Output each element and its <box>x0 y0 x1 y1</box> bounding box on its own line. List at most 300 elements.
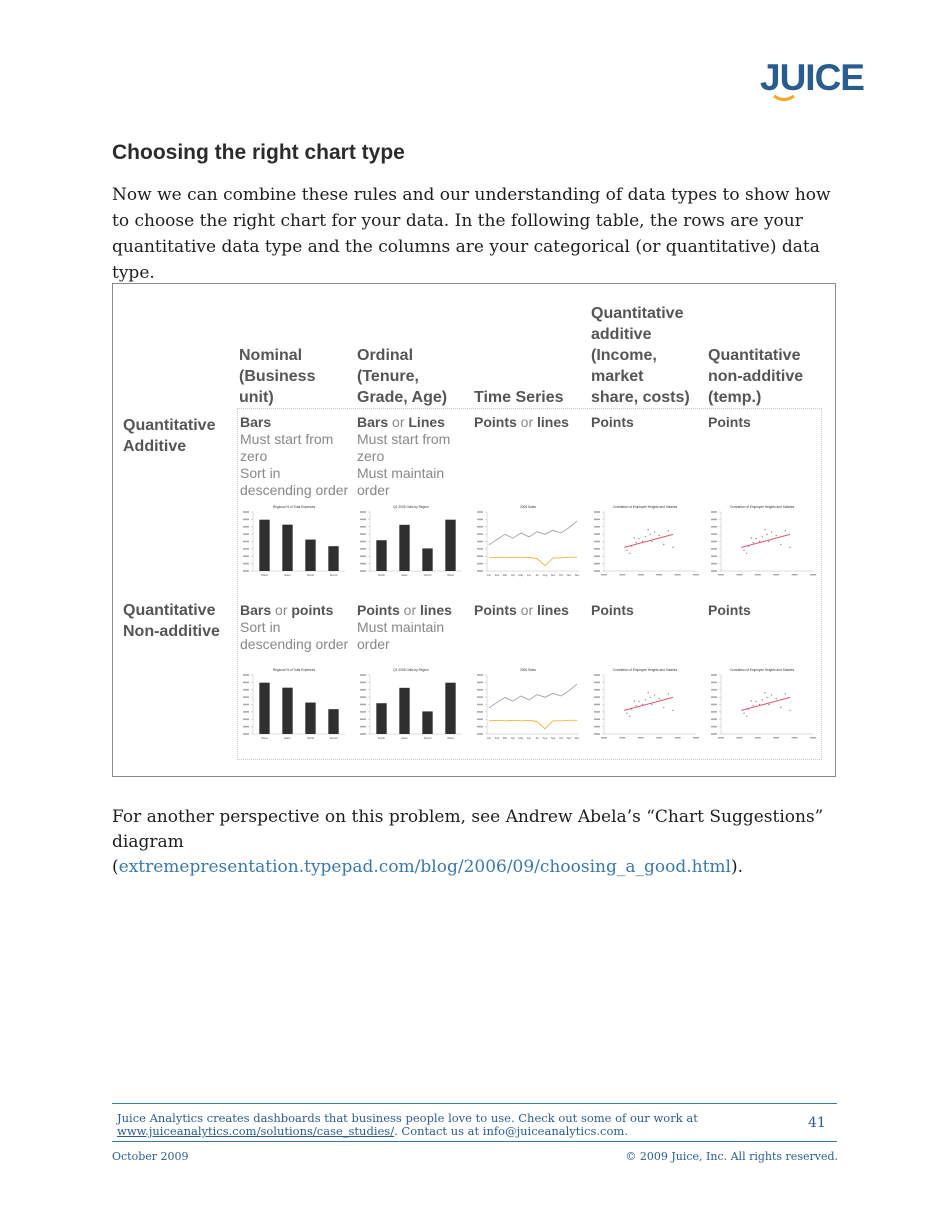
y-tick-label <box>477 711 483 713</box>
y-tick-label <box>477 696 483 698</box>
x-tick-label <box>601 574 607 575</box>
cell-note: Must maintain order <box>357 619 445 652</box>
y-tick-label <box>711 526 717 528</box>
case-studies-link[interactable]: www.juiceanalytics.com/solutions/case_studies/ <box>117 1124 395 1138</box>
col-header-nominal: Nominal (Business unit) <box>239 347 316 406</box>
y-tick-label <box>477 733 483 735</box>
bar-category-label: West <box>447 573 454 577</box>
mini-chart-title: 2005 Sales <box>520 505 536 509</box>
month-label: Mar <box>502 737 508 740</box>
y-tick-label <box>243 533 249 535</box>
col-header-time-series: Time Series <box>474 389 564 406</box>
y-tick-label <box>360 674 366 676</box>
y-tick-label <box>360 733 366 735</box>
perspective-text: For another perspective on this problem, see Andrew Abela’s “Chart Suggestions” diagram <box>112 807 824 852</box>
month-label: Oct <box>558 574 564 577</box>
mini-chart-title: Correlation of Employee Heights and Salaries <box>612 668 678 672</box>
month-label: Feb <box>494 737 500 740</box>
x-tick-label <box>755 737 761 738</box>
y-tick-label <box>594 541 600 543</box>
y-tick-label <box>711 726 717 728</box>
y-tick-label <box>243 511 249 513</box>
bar-mark <box>376 703 386 734</box>
bar-mark <box>282 525 292 571</box>
scatter-point <box>638 701 639 702</box>
scatter-point <box>634 700 635 701</box>
bar-mark <box>445 683 455 734</box>
y-tick-label <box>477 511 483 513</box>
month-label: Apr <box>510 574 516 577</box>
y-tick-label <box>360 711 366 713</box>
scatter-point <box>768 541 769 542</box>
x-tick-label <box>675 737 681 738</box>
y-tick-label <box>477 555 483 557</box>
y-tick-label <box>243 526 249 528</box>
y-tick-label <box>360 689 366 691</box>
footer-line1: Juice Analytics creates dashboards that business people love to use. Check out some of our work at <box>117 1111 698 1125</box>
chart-suggestions-link[interactable]: extremepresentation.typepad.com/blog/2006/09/choosing_a_good.html <box>118 857 731 877</box>
y-tick-label <box>594 718 600 720</box>
page-number: 41 <box>808 1115 826 1131</box>
or-text: or <box>275 602 288 618</box>
trend-line <box>741 534 790 547</box>
footer-rule-bottom <box>112 1141 837 1142</box>
perspective-paragraph <box>112 805 852 880</box>
chart-type: Bars <box>240 414 272 430</box>
or-text: or <box>520 414 534 430</box>
scatter-point <box>672 547 673 548</box>
y-tick-label <box>711 541 717 543</box>
y-tick-label <box>594 689 600 691</box>
mini-chart-title: Correlation of Employee Heights and Salaries <box>612 505 678 509</box>
month-label: Nov <box>566 737 572 740</box>
y-tick-label <box>243 674 249 676</box>
y-tick-label <box>243 541 249 543</box>
bar-category-label: South <box>329 736 338 740</box>
col-header-quant-additive: Quantitative additive (Income, market share, costs) <box>591 305 690 406</box>
y-tick-label <box>594 570 600 572</box>
bar-mark <box>328 546 338 571</box>
month-label: Mar <box>502 574 508 577</box>
scatter-point <box>764 692 765 693</box>
mini-chart-scatter-r1c5 <box>705 503 819 581</box>
cell-r2-c5 <box>708 602 820 619</box>
x-tick-label <box>810 574 816 575</box>
y-tick-label <box>243 682 249 684</box>
row-header-nonadditive: Quantitative Non-additive <box>123 602 220 640</box>
scatter-point <box>743 550 744 551</box>
month-label: Oct <box>558 737 564 740</box>
mini-chart-bar-ordinal-r2 <box>354 666 468 744</box>
bar-category-label: North <box>377 736 386 740</box>
trend-line <box>624 697 673 710</box>
x-tick-label <box>736 737 742 738</box>
bar-category-label: East <box>401 573 408 577</box>
y-tick-label <box>477 570 483 572</box>
month-label: Feb <box>494 574 500 577</box>
bar-category-label: East <box>401 736 408 740</box>
row-header-additive: Quantitative Additive <box>123 417 216 455</box>
y-tick-label <box>477 533 483 535</box>
y-tick-label <box>360 696 366 698</box>
bar-mark <box>305 703 315 734</box>
mini-chart-title: Correlation of Employee Heights and Salaries <box>729 668 795 672</box>
y-tick-label <box>360 726 366 728</box>
bar-mark <box>445 520 455 571</box>
scatter-point <box>654 694 655 695</box>
y-tick-label <box>477 548 483 550</box>
y-tick-label <box>594 704 600 706</box>
scatter-point <box>762 699 763 700</box>
x-tick-label <box>675 574 681 575</box>
x-tick-label <box>773 574 779 575</box>
y-tick-label <box>711 718 717 720</box>
month-label: Jul <box>535 737 539 740</box>
scatter-point <box>743 713 744 714</box>
y-tick-label <box>360 682 366 684</box>
y-tick-label <box>243 733 249 735</box>
bar-category-label: North <box>306 736 315 740</box>
y-tick-label <box>360 526 366 528</box>
y-tick-label <box>594 526 600 528</box>
scatter-point <box>789 547 790 548</box>
cell-note: Must start from zero <box>357 431 451 464</box>
y-tick-label <box>360 533 366 535</box>
or-text: or <box>403 602 417 618</box>
mini-chart-title: Regional % of Total Expenses <box>272 668 316 672</box>
scatter-point <box>636 542 637 543</box>
series-line-a <box>489 521 577 545</box>
scatter-point <box>634 537 635 538</box>
bar-mark <box>259 520 269 571</box>
y-tick-label <box>711 555 717 557</box>
scatter-point <box>663 544 664 545</box>
y-tick-label <box>477 689 483 691</box>
y-tick-label <box>360 548 366 550</box>
month-label: Aug <box>542 737 548 740</box>
scatter-point <box>645 699 646 700</box>
x-tick-label <box>656 574 662 575</box>
month-label: Sep <box>550 574 556 577</box>
scatter-point <box>762 536 763 537</box>
y-tick-label <box>243 570 249 572</box>
bar-category-label: West <box>261 573 268 577</box>
y-tick-label <box>594 733 600 735</box>
y-tick-label <box>477 519 483 521</box>
bar-mark <box>328 709 338 734</box>
y-tick-label <box>243 704 249 706</box>
y-tick-label <box>360 704 366 706</box>
cell-r1-c2 <box>357 414 469 499</box>
chart-type-table <box>112 283 836 777</box>
bar-mark <box>282 688 292 734</box>
scatter-point <box>753 705 754 706</box>
chart-type: Points <box>357 602 400 618</box>
y-tick-label <box>243 718 249 720</box>
y-tick-label <box>360 563 366 565</box>
scatter-point <box>654 531 655 532</box>
scatter-point <box>766 697 767 698</box>
y-tick-label <box>711 674 717 676</box>
y-tick-label <box>477 563 483 565</box>
y-tick-label <box>594 726 600 728</box>
scatter-point <box>776 698 777 699</box>
footer-rule-top <box>112 1103 837 1104</box>
scatter-point <box>755 701 756 702</box>
month-label: May <box>518 737 524 740</box>
bar-category-label: North <box>306 573 315 577</box>
cell-note: Must maintain order <box>357 465 445 498</box>
scatter-point <box>649 697 650 698</box>
bar-category-label: West <box>447 736 454 740</box>
mini-chart-time-series-r2 <box>471 666 585 744</box>
scatter-point <box>785 530 786 531</box>
footer-text <box>117 1112 737 1138</box>
scatter-point <box>647 529 648 530</box>
y-tick-label <box>243 519 249 521</box>
y-tick-label <box>477 541 483 543</box>
month-label: Jun <box>526 574 532 577</box>
scatter-point <box>629 716 630 717</box>
month-label: Dec <box>574 574 580 577</box>
chart-type: Points <box>591 414 634 430</box>
or-text: or <box>392 414 405 430</box>
y-tick-label <box>594 533 600 535</box>
y-tick-label <box>243 555 249 557</box>
x-tick-label <box>736 574 742 575</box>
x-tick-label <box>792 574 798 575</box>
month-label: Aug <box>542 574 548 577</box>
mini-chart-scatter-r1c4 <box>588 503 702 581</box>
col-header-ordinal: Ordinal (Tenure, Grade, Age) <box>357 347 448 406</box>
y-tick-label <box>711 570 717 572</box>
x-tick-label <box>810 737 816 738</box>
y-tick-label <box>477 682 483 684</box>
y-tick-label <box>594 511 600 513</box>
cell-note: Sort in descending order <box>240 465 349 498</box>
mini-chart-title: Correlation of Employee Heights and Salaries <box>729 505 795 509</box>
scatter-point <box>651 704 652 705</box>
bar-mark <box>399 688 409 734</box>
scatter-point <box>764 529 765 530</box>
cell-r1-c4 <box>591 414 703 431</box>
scatter-point <box>672 710 673 711</box>
y-tick-label <box>711 689 717 691</box>
x-tick-label <box>693 574 699 575</box>
scatter-point <box>751 700 752 701</box>
x-tick-label <box>638 737 644 738</box>
scatter-point <box>771 694 772 695</box>
juice-logo <box>760 54 864 104</box>
cell-r1-c1 <box>240 414 352 499</box>
y-tick-label <box>477 674 483 676</box>
scatter-point <box>626 550 627 551</box>
mini-chart-title: Q1 2005 Calls by Region <box>393 668 429 672</box>
series-line-b <box>489 720 577 729</box>
intro-paragraph: Now we can combine these rules and our understanding of data types to show how to choose the right chart for your data. In the following table, the rows are your quantitative data type and the columns are your categorical (or quantitative) data type. <box>112 185 831 283</box>
y-tick-label <box>594 682 600 684</box>
footer-date: October 2009 <box>112 1150 189 1163</box>
y-tick-label <box>243 726 249 728</box>
y-tick-label <box>360 511 366 513</box>
y-tick-label <box>711 563 717 565</box>
col-header-quant-nonadditive: Quantitative non-additive (temp.) <box>708 347 804 406</box>
mini-chart-time-series-r1 <box>471 503 585 581</box>
x-tick-label <box>718 737 724 738</box>
y-tick-label <box>594 519 600 521</box>
bar-category-label: North <box>377 573 386 577</box>
y-tick-label <box>477 704 483 706</box>
paren-open: ( <box>112 857 119 877</box>
mini-chart-bar-nominal-r2 <box>237 666 351 744</box>
month-label: Nov <box>566 574 572 577</box>
y-tick-label <box>360 541 366 543</box>
y-tick-label <box>360 718 366 720</box>
scatter-point <box>645 536 646 537</box>
y-tick-label <box>360 519 366 521</box>
bar-mark <box>259 683 269 734</box>
chart-type: Bars <box>240 602 272 618</box>
y-tick-label <box>711 704 717 706</box>
bar-category-label: East <box>284 573 291 577</box>
x-tick-label <box>718 574 724 575</box>
chart-type-alt: Lines <box>408 414 445 430</box>
cell-r1-c5 <box>708 414 820 431</box>
scatter-point <box>668 530 669 531</box>
x-tick-label <box>755 574 761 575</box>
y-tick-label <box>594 548 600 550</box>
series-line-a <box>489 684 577 708</box>
scatter-point <box>780 544 781 545</box>
scatter-point <box>649 534 650 535</box>
cell-r2-c4 <box>591 602 703 619</box>
footer-line2: . Contact us at info@juiceanalytics.com. <box>394 1124 628 1138</box>
y-tick-label <box>711 519 717 521</box>
month-label: Dec <box>574 737 580 740</box>
month-label: Apr <box>510 737 516 740</box>
scatter-point <box>768 704 769 705</box>
footer-copyright: © 2009 Juice, Inc. All rights reserved. <box>625 1150 838 1163</box>
cell-note: Must start from zero <box>240 431 334 464</box>
month-label: May <box>518 574 524 577</box>
scatter-point <box>638 538 639 539</box>
y-tick-label <box>243 696 249 698</box>
y-tick-label <box>711 533 717 535</box>
mini-chart-bar-nominal-r1 <box>237 503 351 581</box>
y-tick-label <box>477 726 483 728</box>
chart-type-alt: points <box>291 602 334 618</box>
bar-mark <box>305 540 315 571</box>
month-label: Jun <box>526 737 532 740</box>
cell-note: Sort in descending order <box>240 619 349 652</box>
cell-r2-c2 <box>357 602 469 653</box>
y-tick-label <box>594 674 600 676</box>
scatter-point <box>651 541 652 542</box>
scatter-point <box>663 707 664 708</box>
cell-r2-c1 <box>240 602 352 653</box>
chart-type-alt: lines <box>420 602 452 618</box>
scatter-point <box>626 713 627 714</box>
x-tick-label <box>619 737 625 738</box>
chart-type: Points <box>708 602 751 618</box>
bar-category-label: South <box>423 736 432 740</box>
y-tick-label <box>594 563 600 565</box>
month-label: Jan <box>486 737 492 740</box>
y-tick-label <box>360 555 366 557</box>
scatter-point <box>647 692 648 693</box>
mini-chart-title: 2005 Sales <box>520 668 536 672</box>
x-tick-label <box>693 737 699 738</box>
scatter-point <box>789 710 790 711</box>
bar-category-label: South <box>423 573 432 577</box>
scatter-point <box>785 693 786 694</box>
y-tick-label <box>711 733 717 735</box>
chart-type: Points <box>474 414 517 430</box>
y-tick-label <box>711 548 717 550</box>
scatter-point <box>755 538 756 539</box>
y-tick-label <box>594 555 600 557</box>
chart-type: Points <box>474 602 517 618</box>
bar-category-label: East <box>284 736 291 740</box>
y-tick-label <box>594 711 600 713</box>
bar-mark <box>422 548 432 571</box>
scatter-point <box>780 707 781 708</box>
logo-text: JUICE <box>760 57 864 98</box>
month-label: Jan <box>486 574 492 577</box>
x-tick-label <box>773 737 779 738</box>
trend-line <box>624 534 673 547</box>
scatter-point <box>746 553 747 554</box>
month-label: Jul <box>535 574 539 577</box>
mini-chart-title: Regional % of Total Expenses <box>272 505 316 509</box>
x-tick-label <box>601 737 607 738</box>
chart-type-alt: lines <box>537 414 569 430</box>
scatter-point <box>771 531 772 532</box>
scatter-point <box>746 716 747 717</box>
bar-mark <box>422 711 432 734</box>
mini-chart-title: Q1 2005 Calls by Region <box>393 505 429 509</box>
y-tick-label <box>360 570 366 572</box>
y-tick-label <box>594 696 600 698</box>
mini-chart-scatter-r2c5 <box>705 666 819 744</box>
scatter-point <box>659 698 660 699</box>
chart-type: Points <box>591 602 634 618</box>
scatter-point <box>659 535 660 536</box>
month-label: Sep <box>550 737 556 740</box>
cell-r2-c3 <box>474 602 586 619</box>
y-tick-label <box>711 682 717 684</box>
chart-type: Bars <box>357 414 389 430</box>
y-tick-label <box>243 711 249 713</box>
bar-category-label: West <box>261 736 268 740</box>
x-tick-label <box>619 574 625 575</box>
y-tick-label <box>477 718 483 720</box>
mini-chart-bar-ordinal-r1 <box>354 503 468 581</box>
bar-category-label: South <box>329 573 338 577</box>
cell-r1-c3 <box>474 414 586 431</box>
chart-type-alt: lines <box>537 602 569 618</box>
paren-close: ). <box>730 857 744 877</box>
or-text: or <box>520 602 534 618</box>
chart-type: Points <box>708 414 751 430</box>
y-tick-label <box>711 696 717 698</box>
x-tick-label <box>656 737 662 738</box>
page-title: Choosing the right chart type <box>112 141 405 164</box>
y-tick-label <box>711 711 717 713</box>
mini-chart-scatter-r2c4 <box>588 666 702 744</box>
y-tick-label <box>243 563 249 565</box>
scatter-point <box>751 537 752 538</box>
